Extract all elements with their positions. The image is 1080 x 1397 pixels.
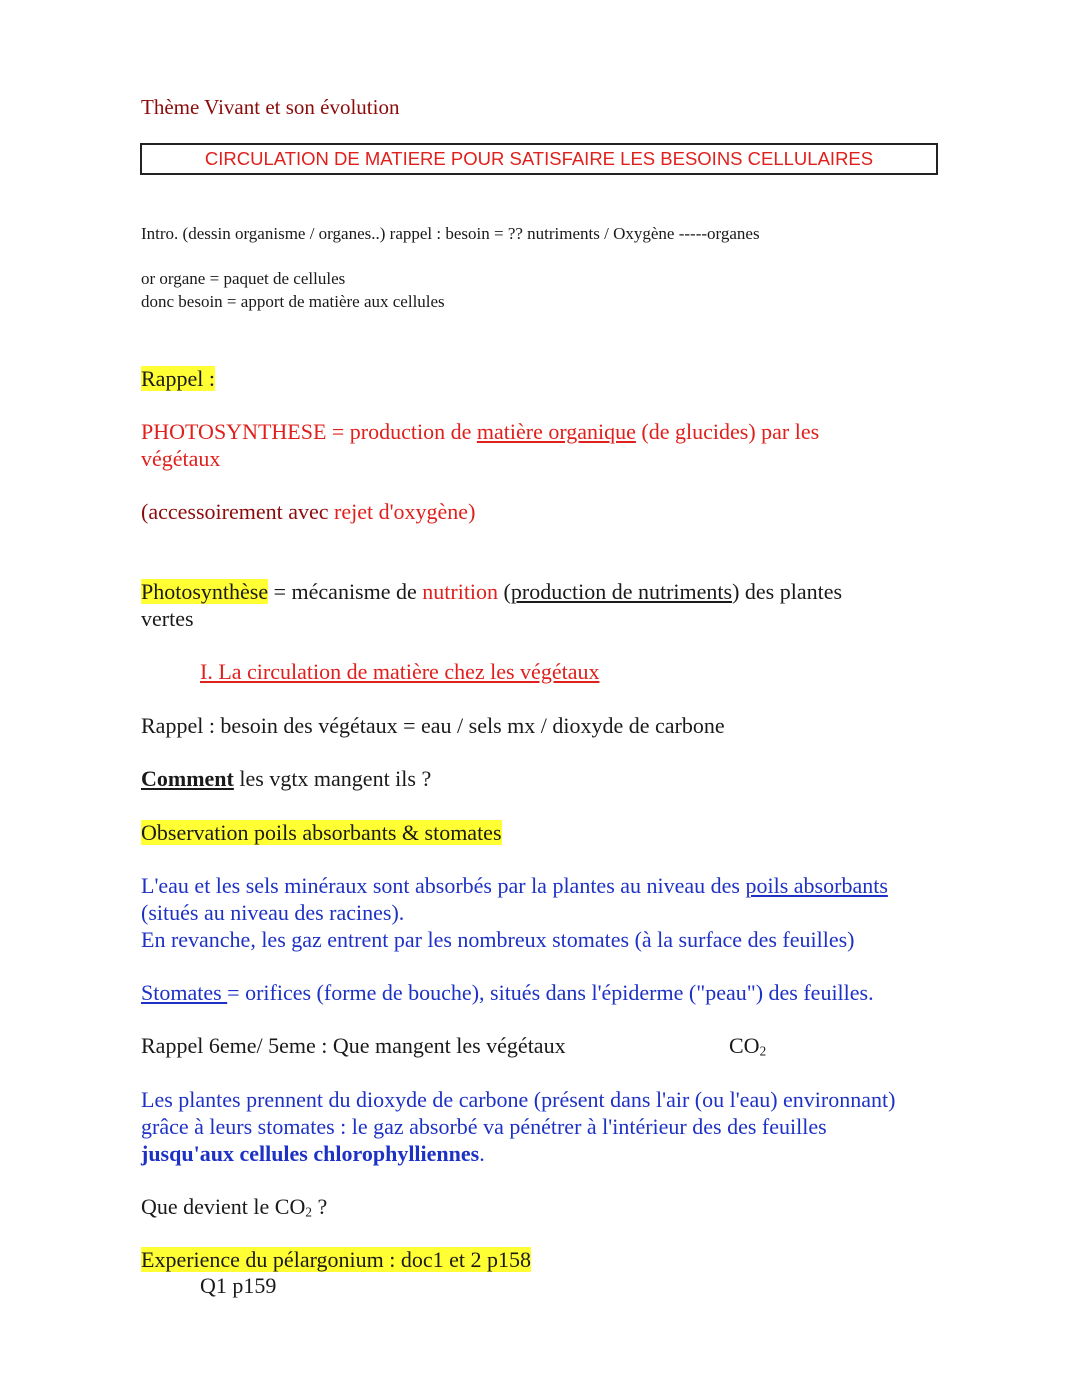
- stomates-a: Stomates: [141, 980, 228, 1005]
- meca-e: production de nutriments: [510, 579, 733, 604]
- que-devient-line: [141, 1194, 327, 1221]
- stomates-definition: [141, 980, 874, 1006]
- meca-b: = mécanisme de: [268, 579, 423, 604]
- q1-line: Q1 p159: [200, 1273, 277, 1298]
- main-title-box: [140, 143, 938, 175]
- que-devient-a: Que devient le CO: [141, 1194, 306, 1219]
- plantes-line-3: [141, 1141, 485, 1167]
- section-1-title: I. La circulation de matière chez les végétaux: [200, 659, 600, 684]
- accessoirement-line: [141, 499, 475, 525]
- observation-line: [141, 820, 502, 846]
- rappel-6eme: Rappel 6eme/ 5eme : Que mangent les végétaux: [141, 1033, 566, 1058]
- eau-a: L'eau et les sels minéraux sont absorbés par la plantes au niveau des: [141, 873, 746, 898]
- meca-a: Photosynthèse: [141, 579, 269, 604]
- eau-b: poils absorbants: [745, 873, 888, 898]
- main-title: CIRCULATION DE MATIERE POUR SATISFAIRE LES BESOINS CELLULAIRES: [204, 148, 874, 169]
- meca-g: vertes: [141, 606, 194, 631]
- intro-line-3: donc besoin = apport de matière aux cellules: [141, 292, 445, 311]
- comment-b: les vgtx mangent ils ?: [233, 766, 432, 791]
- que-devient-b: ?: [311, 1194, 328, 1219]
- stomates-b: = orifices (forme de bouche), situés dans l'épiderme ("peau") des feuilles.: [227, 980, 874, 1005]
- intro-line-1: Intro. (dessin organisme / organes..) rappel : besoin = ?? nutriments / Oxygène -----organes: [141, 224, 760, 243]
- theme-heading: Thème Vivant et son évolution: [141, 95, 400, 119]
- photo-def-c: (de glucides) par les: [635, 419, 820, 444]
- rappel-besoin: Rappel : besoin des végétaux = eau / sels mx / dioxyde de carbone: [141, 713, 725, 738]
- meca-f: ) des plantes: [732, 579, 843, 604]
- photosynthese-definition: [141, 419, 819, 445]
- co2-sub: 2: [759, 1043, 767, 1059]
- photo-def-a: PHOTOSYNTHESE = production de: [141, 419, 477, 444]
- eau-d: En revanche, les gaz entrent par les nombreux stomates (à la surface des feuilles): [141, 927, 855, 952]
- comment-line: [141, 766, 431, 792]
- photo-def-b: matière organique: [476, 419, 636, 444]
- experience: Experience du pélargonium : doc1 et 2 p158: [141, 1247, 531, 1272]
- plantes-line-1: Les plantes prennent du dioxyde de carbone (présent dans l'air (ou l'eau) environnant): [141, 1087, 896, 1112]
- intro-line-2: or organe = paquet de cellules: [141, 269, 346, 288]
- observation: Observation poils absorbants & stomates: [141, 820, 502, 845]
- eau-c: (situés au niveau des racines).: [141, 900, 405, 925]
- experience-line: [141, 1247, 531, 1273]
- co2-label: [729, 1033, 766, 1060]
- rappel-heading: [141, 366, 215, 392]
- plantes-c: jusqu'aux cellules chlorophylliennes: [141, 1141, 480, 1166]
- comment-a: Comment: [141, 766, 234, 791]
- plantes-d: .: [479, 1141, 485, 1166]
- access-b: rejet d'oxygène): [334, 499, 476, 524]
- co2-co: CO: [729, 1033, 760, 1058]
- access-a: (accessoirement avec: [141, 499, 334, 524]
- photosynthese-mecanisme: [141, 579, 842, 605]
- meca-c: nutrition: [422, 579, 499, 604]
- rappel-label: Rappel :: [141, 366, 215, 391]
- photo-def-d: végétaux: [141, 446, 221, 471]
- plantes-line-2: grâce à leurs stomates : le gaz absorbé va pénétrer à l'intérieur des des feuilles: [141, 1114, 827, 1139]
- eau-line-1: [141, 873, 888, 899]
- que-devient-sub: 2: [305, 1204, 312, 1220]
- meca-d: (: [498, 579, 511, 604]
